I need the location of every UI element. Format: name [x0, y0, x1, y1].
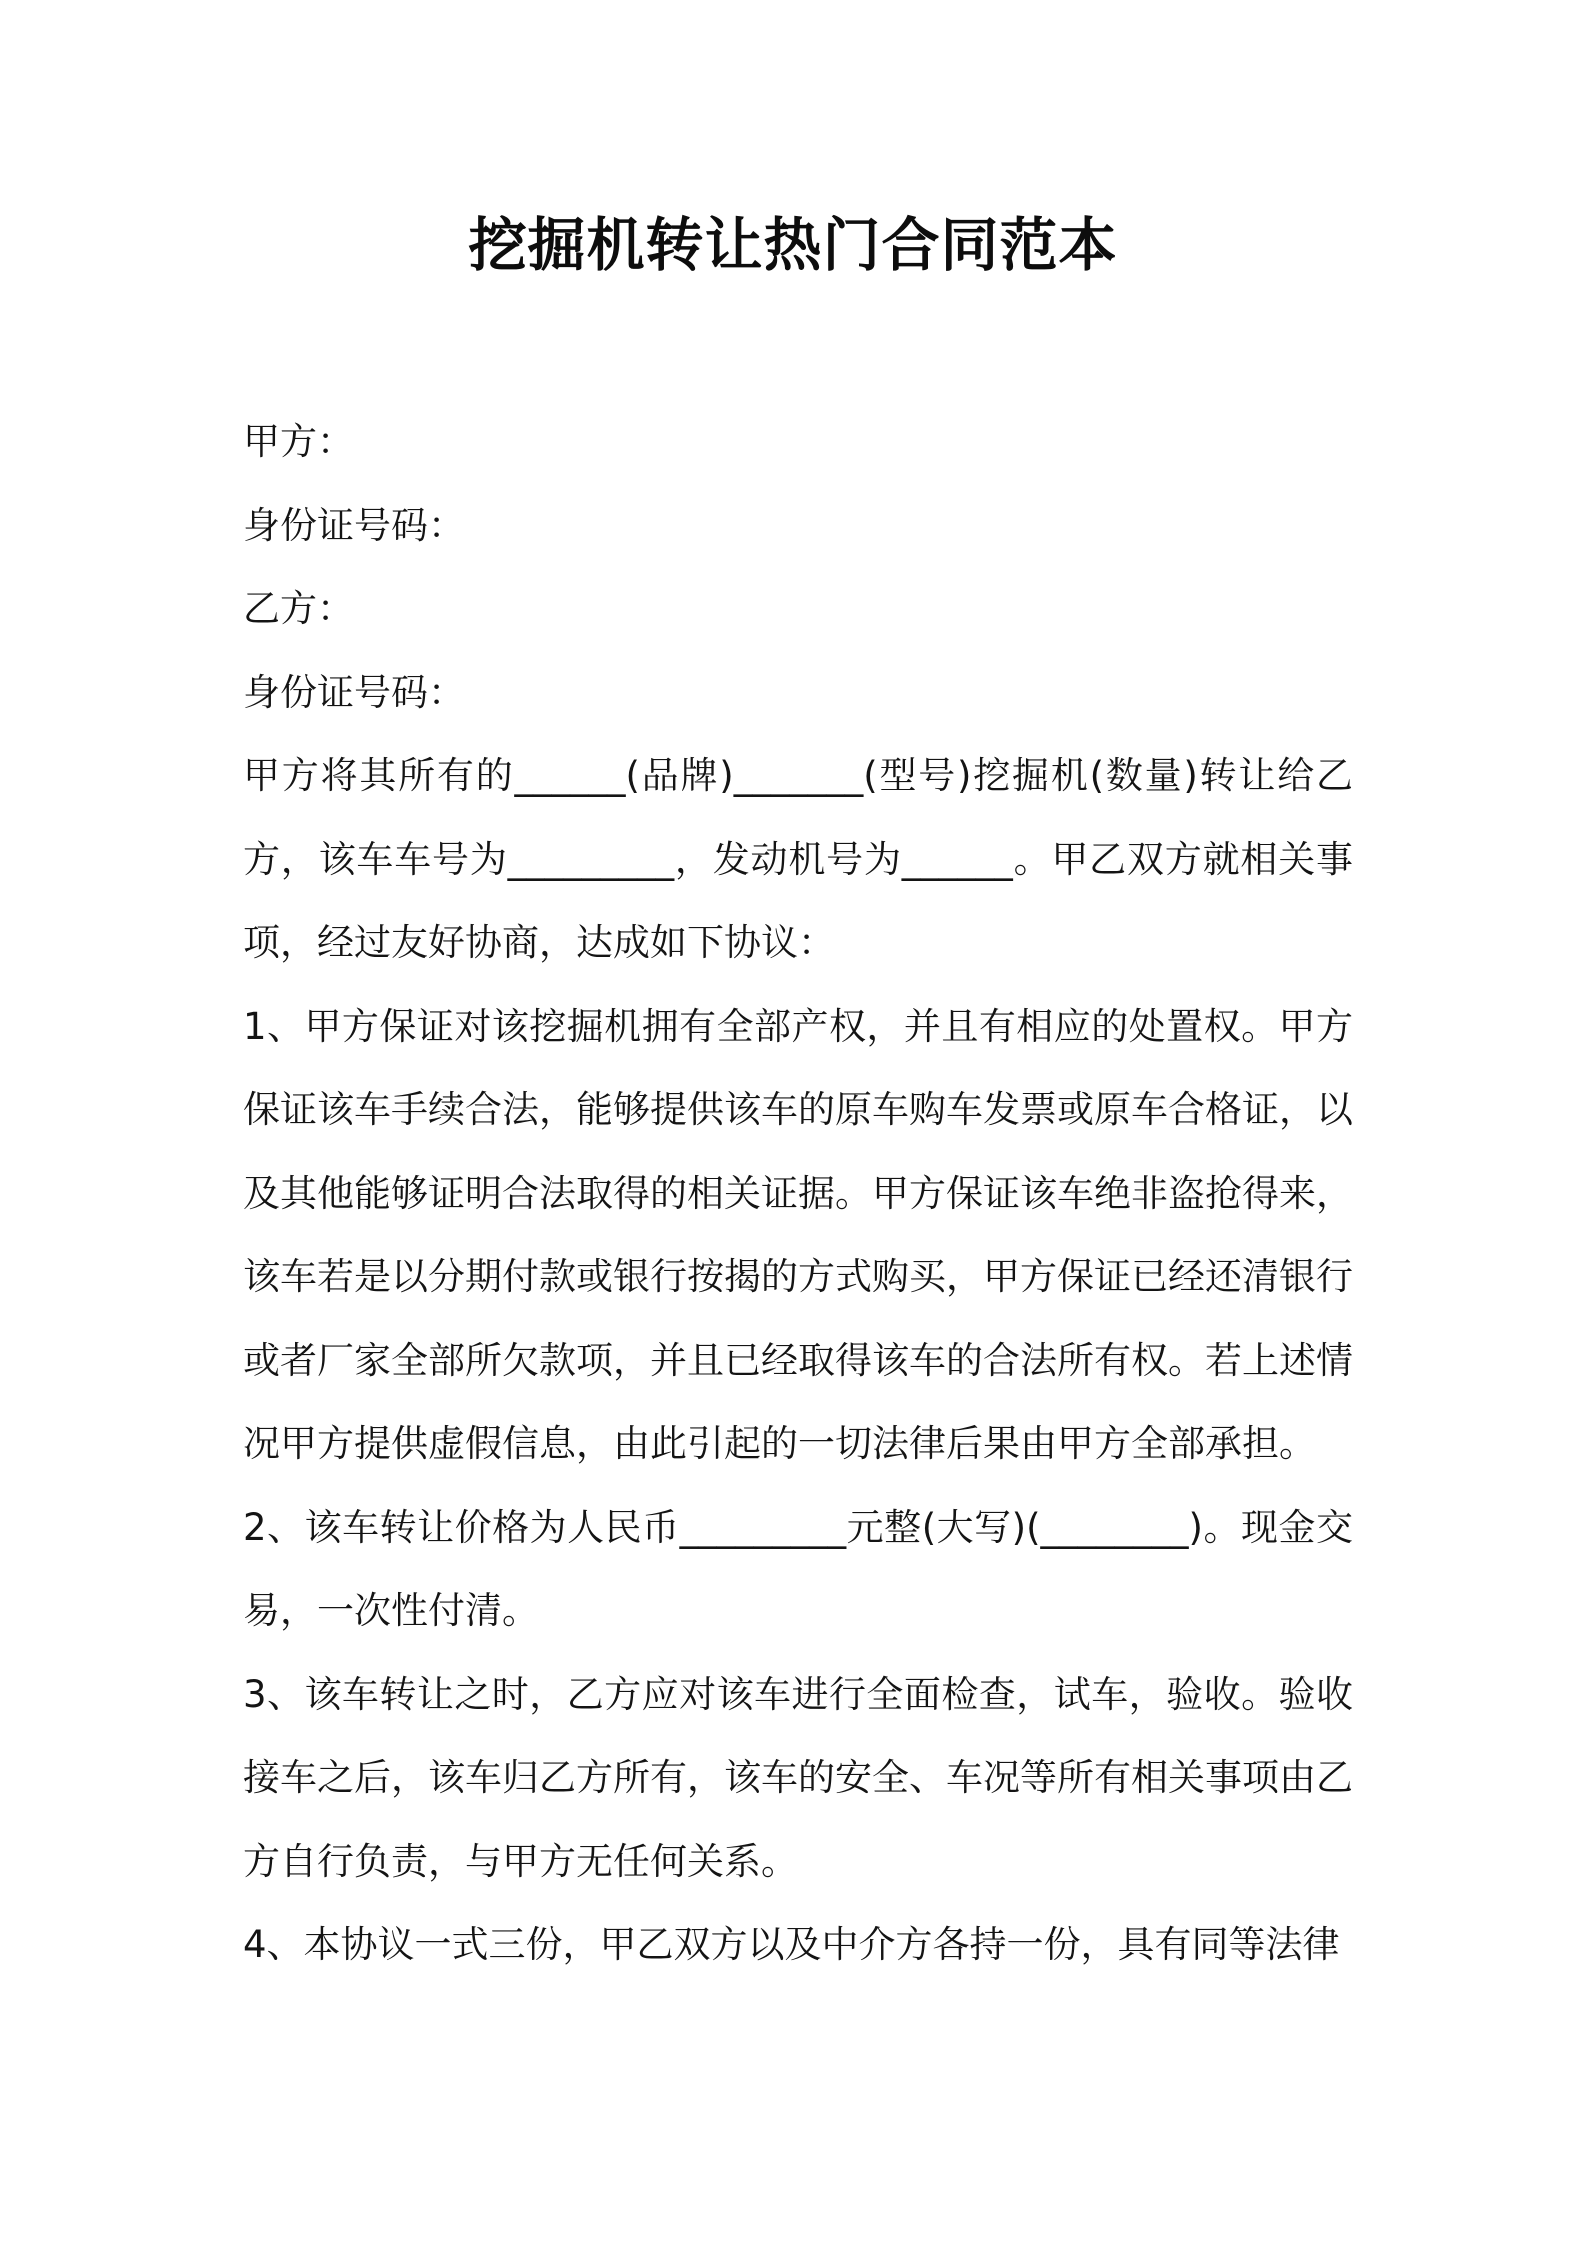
party-a-id-line: 身份证号码：: [243, 503, 465, 547]
clause-1: 1、甲方保证对该挖掘机拥有全部产权，并且有相应的处置权。甲方保证该车手续合法，能够提供该车的原车购车发票或原车合格证，以及其他能够证明合法取得的相关证据。甲方保证该车绝非盗抢得来，该车若是以分期付款或银行按揭的方式购买，甲方保证已经还清银行或者厂家全部所欠款项，并且已经取得该车的合法所有权。若上述情况甲方提供虚假信息，由此引起的一切法律后果由甲方全部承担。: [243, 1004, 1353, 1465]
intro-paragraph: 甲方将其所有的______(品牌)_______(型号)挖掘机(数量)转让给乙方，该车车号为_________，发动机号为______。甲乙双方就相关事项，经过友好协商，达成如下协议：: [243, 754, 1353, 964]
document-body: [243, 400, 1353, 1987]
party-b-line: 乙方：: [243, 587, 354, 630]
clause-4: 4、本协议一式三份，甲乙双方以及中介方各持一份，具有同等法律: [243, 1923, 1340, 1966]
clause-3: 3、该车转让之时，乙方应对该车进行全面检查，试车，验收。验收接车之后，该车归乙方所有，该车的安全、车况等所有相关事项由乙方自行负责，与甲方无任何关系。: [243, 1672, 1353, 1883]
party-a-line: 甲方：: [243, 420, 354, 463]
party-b-id-line: 身份证号码：: [243, 670, 465, 714]
clause-2: 2、该车转让价格为人民币_________元整(大写)(________)。现金交易，一次性付清。: [243, 1505, 1353, 1632]
document-title: 挖掘机转让热门合同范本: [468, 211, 1118, 279]
